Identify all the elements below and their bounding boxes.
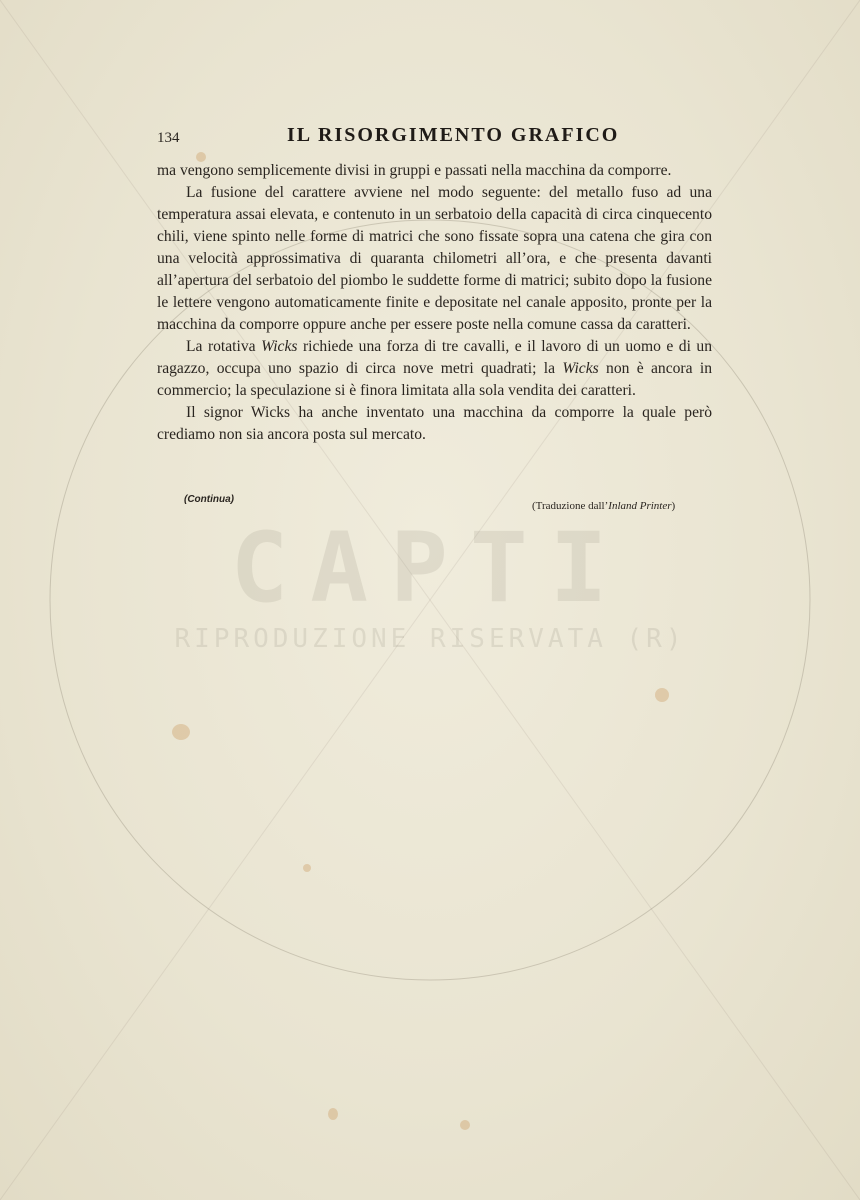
italic-term: Wicks — [562, 360, 599, 377]
foxing-spot — [460, 1120, 470, 1130]
watermark-logo: CAPTI — [230, 512, 630, 624]
italic-term: Wicks — [261, 338, 298, 355]
paragraph — [157, 336, 712, 402]
source-title: Inland Printer — [608, 500, 672, 512]
foxing-spot — [172, 724, 190, 740]
paragraph: ma vengono semplicemente divisi in gruppi e passati nella macchina da comporre. — [157, 162, 672, 179]
text-run: La rotativa — [186, 338, 262, 355]
paragraph: Il signor Wicks ha anche inventato una macchina da comporre la quale però crediamo non sia ancora posta sul mercato. — [157, 404, 712, 443]
foxing-spot — [328, 1108, 338, 1120]
text-run: ) — [671, 500, 676, 512]
text-run: richiede una forza di tre cavalli, e il lavoro di un uomo e di un ragazzo, occupa uno spazio di circa nove metri quadrati; la — [157, 338, 713, 377]
journal-title: IL RISORGIMENTO GRAFICO — [287, 124, 620, 146]
continued-note: (Continua) — [184, 494, 234, 505]
running-head — [157, 124, 712, 154]
foxing-spot — [303, 864, 311, 872]
text-run: (Traduzione dall’ — [532, 500, 609, 512]
text-run: non è ancora in commercio; la speculazione si è finora limitata alla sola vendita dei caratteri. — [157, 360, 712, 399]
translation-credit — [532, 500, 675, 512]
paragraph: La fusione del carattere avviene nel modo seguente: del metallo fuso ad una temperatura assai elevata, e contenuto in un serbatoio della capacità di circa cinquecento chili, viene spinto nelle forme di matrici che sono fissate sopra una catena che gira con una velocità approssimativa di quaranta chilometri all’ora, e che presenta davanti all’apertura del serbatoio del piombo le suddette forme di matrici; subito dopo la fusione le lettere vengono automaticamente finite e depositate nel canale apposito, pronte per la macchina da comporre oppure anche per essere poste nella comune cassa da caratteri. — [157, 184, 712, 333]
article-body — [157, 160, 712, 446]
page-number: 134 — [157, 130, 180, 146]
watermark-notice: RIPRODUZIONE RISERVATA (R) — [174, 624, 686, 654]
foxing-spot — [655, 688, 669, 702]
